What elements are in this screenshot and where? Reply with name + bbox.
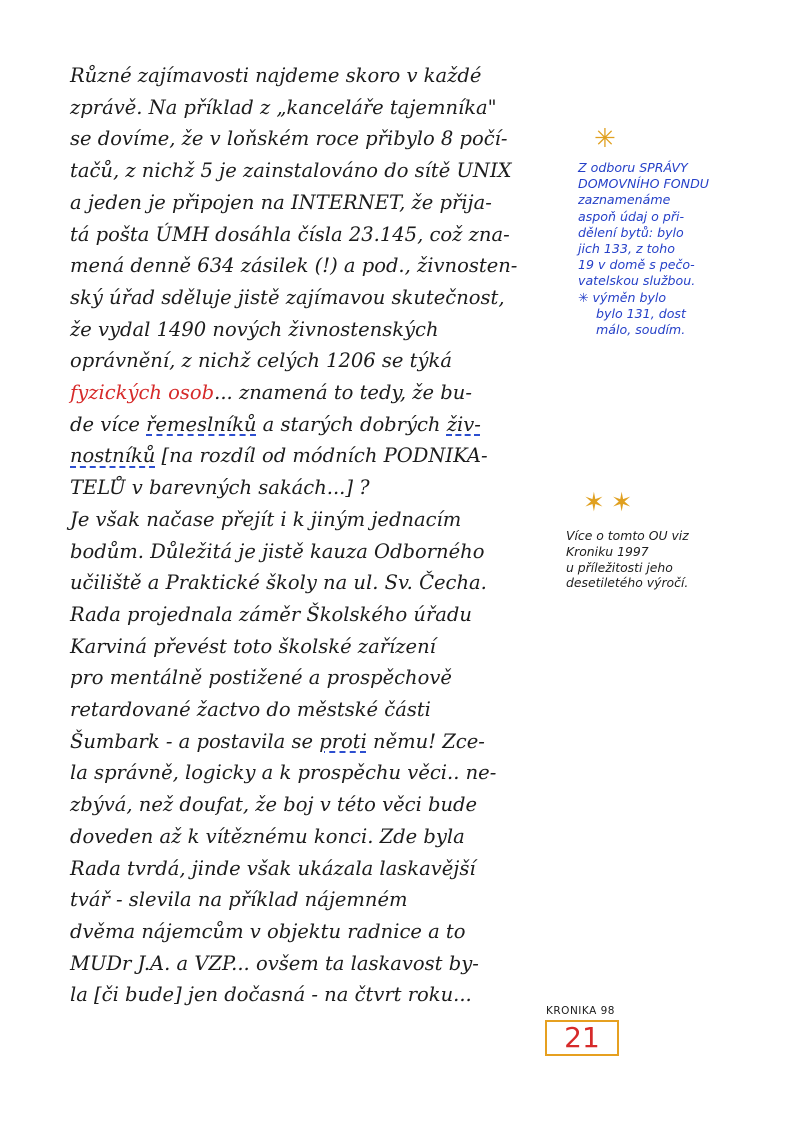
note-line: zaznamenáme [578,192,671,208]
text-line: tá pošta ÚMH dosáhla čísla 23.145, což zna- [70,222,510,246]
text-line: oprávnění, z nichž celých 1206 se týká [70,349,452,373]
text-segment: a starých dobrých [256,412,447,436]
text-line: zprávě. Na příklad z „kanceláře tajemníka" [70,95,497,119]
note-line: málo, soudím. [596,322,686,338]
underlined-word: živ- [446,412,481,436]
text-line: Rada projednala záměr Školského úřadu [70,602,472,626]
text-line: MUDr J.A. a VZP... ovšem ta laskavost by- [70,951,479,975]
highlight-red: fyzických osob [70,381,215,405]
underlined-word: nostníků [70,444,156,468]
margin-note-school [566,528,776,591]
text-line: TELŮ v barevných sakách...] ? [70,476,370,500]
note-line: ✳ výměn bylo [578,289,667,305]
text-line: mená denně 634 zásilek (!) a pod., živnosten- [70,254,518,278]
text-line: la správně, logicky a k prospěchu věci.. ne- [70,761,497,785]
text-line: dvěma nájemcům v objektu radnice a to [70,919,466,943]
margin-note-housing [578,160,778,338]
text-line: Rada tvrdá, jinde však ukázala laskavější [70,856,476,880]
text-line: Karviná převést toto školské zařízení [70,634,436,658]
chronicle-label: KRONIKA 98 [546,1005,615,1017]
note-line: vatelskou službou. [578,273,696,289]
text-segment: [na rozdíl od módních PODNIKA- [155,444,488,468]
text-line: tvář - slevila na příklad nájemném [70,888,408,912]
note-line: desetiletého výročí. [566,575,689,591]
text-line: bodům. Důležitá je jistě kauza Odborného [70,539,485,563]
note-line: aspoň údaj o při- [578,208,685,224]
text-line: se dovíme, že v loňském roce přibylo 8 počí- [70,127,508,151]
text-line [70,440,550,472]
underlined-word: proti [319,729,367,753]
text-line [70,726,550,758]
double-asterisk-icon: ✶✶ [583,488,639,518]
text-line: zbývá, než doufat, že boj v této věci bude [70,793,478,817]
text-line: doveden až k vítěznému konci. Zde byla [70,824,465,848]
text-line: Je však načase přejít i k jiným jednacím [70,507,462,531]
note-line: Z odboru SPRÁVY [578,160,688,175]
note-line: 19 v domě s pečo- [578,257,695,273]
text-segment: de více [70,412,147,436]
text-line: tačů, z nichž 5 je zainstalováno do sítě UNIX [70,159,512,183]
text-line: ský úřad sděluje jistě zajímavou skutečnost, [70,285,505,309]
text-segment: ... znamená to tedy, že bu- [214,381,472,405]
page-number: 21 [545,1020,619,1056]
text-line [70,409,550,441]
note-line: DOMOVNÍHO FONDU [578,176,710,192]
note-line: dělení bytů: bylo [578,224,684,240]
text-segment: němu! Zce- [366,729,485,753]
text-line: retardované žactvo do městské části [70,698,431,722]
text-line [70,377,550,409]
note-line: u příležitosti jeho [566,559,673,575]
main-text [70,60,550,1011]
note-line: bylo 131, dost [596,305,686,321]
asterisk-icon: ✳ [594,124,616,154]
note-line: Více o tomto OU viz [566,528,689,543]
text-line: že vydal 1490 nových živnostenských [70,317,439,341]
text-line: la [či bude] jen dočasná - na čtvrt roku... [70,983,472,1007]
underlined-word: řemeslníků [146,412,257,436]
text-line: učiliště a Praktické školy na ul. Sv. Čecha. [70,571,487,595]
note-line: Kroniku 1997 [566,543,649,559]
text-segment: Šumbark - a postavila se [70,729,320,753]
text-line: Různé zajímavosti najdeme skoro v každé [70,64,482,87]
text-line: pro mentálně postižené a prospěchově [70,666,452,690]
note-line: jich 133, z toho [578,241,675,257]
text-line: a jeden je připojen na INTERNET, že přija- [70,190,492,214]
